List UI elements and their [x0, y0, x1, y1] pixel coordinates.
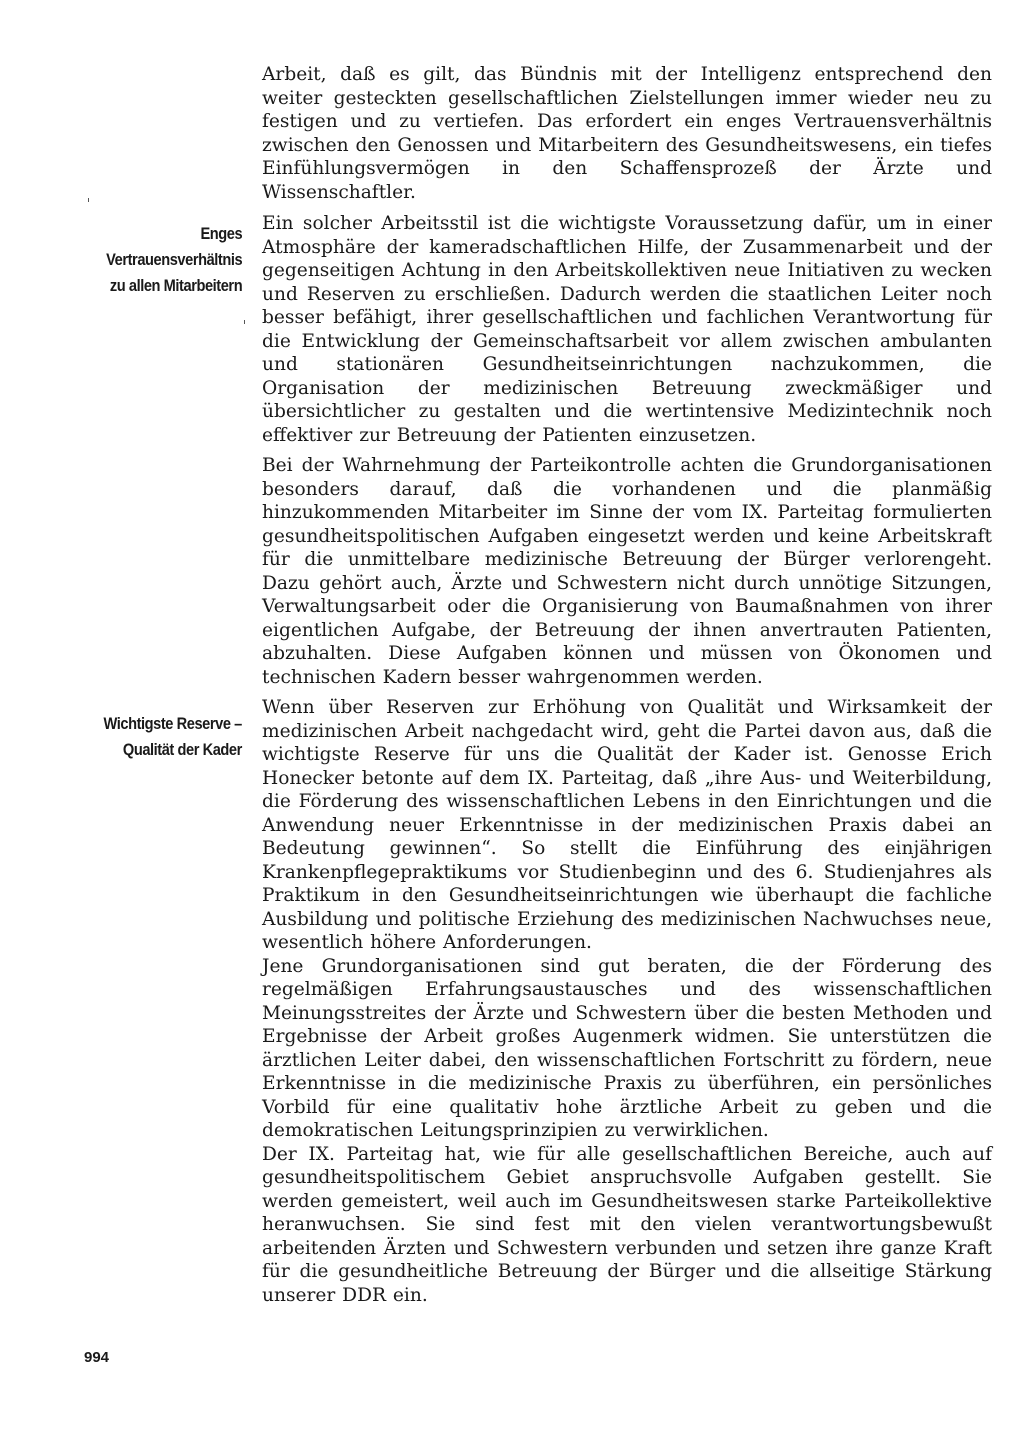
margin-mark	[88, 198, 89, 202]
paragraph: Bei der Wahrnehmung der Parteikontrolle achten die Grundorganisationen besonders darauf, daß die vorhandenen und die planmäßig hinzukommenden Mitarbeiter im Sinne der vom IX. Parteitag formulierten gesundheitspolitischen Aufgaben eingesetzt werden und keine Arbeitskraft für die unmittelbare medizinische Betreuung der Bürger verlorengeht. Dazu gehört auch, Ärzte und Schwestern nicht durch unnötige Sitzungen, Verwaltungsarbeit oder die Organisierung von Baumaßnahmen von ihrer eigentlichen Aufgabe, der Betreuung der ihnen anvertrauten Patienten, abzuhalten. Diese Aufgaben können und müssen von Ökonomen und technischen Kadern besser wahrgenommen werden.	[262, 455, 992, 688]
paragraph: Jene Grundorganisationen sind gut beraten, die der Förderung des regelmäßigen Erfahrungsaustausches und des wissenschaftlichen Meinungsstreites der Ärzte und Schwestern über die besten Methoden und Ergebnisse der Arbeit großes Augenmerk widmen. Sie unterstützen die ärztlichen Leiter dabei, den wissenschaftlichen Fortschritt zu fördern, neue Erkenntnisse in die medizinische Praxis zu überführen, ein persönliches Vorbild für eine qualitativ hohe ärztliche Arbeit zu geben und die demokratischen Leitungsprinzipien zu verwirklichen.	[262, 955, 992, 1141]
margin-note-line: Wichtigste Reserve –	[103, 714, 242, 733]
body-text	[262, 63, 992, 1307]
margin-note-line: Qualität der Kader	[122, 740, 242, 759]
margin-note-reserve	[104, 711, 242, 763]
margin-note-trust	[106, 221, 242, 299]
margin-note-line: Enges	[200, 224, 242, 243]
paragraph: Wenn über Reserven zur Erhöhung von Qualität und Wirksamkeit der medizinischen Arbeit nachgedacht wird, geht die Partei davon aus, daß die wichtigste Reserve für uns die Qualität der Kader ist. Genosse Erich Honecker betonte auf dem IX. Parteitag, daß „ihre Aus- und Weiterbildung, die Förderung des wissenschaftlichen Lebens in den Einrichtungen und die Anwendung neuer Erkenntnisse in der medizinischen Praxis dabei an Bedeutung gewinnen“. So stellt die Einführung des einjährigen Krankenpflegepraktikums vor Studienbeginn und des 6. Studienjahres als Praktikum in den Gesundheitseinrichtungen wie überhaupt die fachliche Ausbildung und politische Erziehung des medizinischen Nachwuchses neue, wesentlich höhere Anforderungen.	[262, 697, 992, 953]
paragraph: Arbeit, daß es gilt, das Bündnis mit der Intelligenz entsprechend den weiter gesteckten gesellschaftlichen Zielstellungen immer wieder neu zu festigen und zu vertiefen. Das erfordert ein enges Vertrauensverhältnis zwischen den Genossen und Mitarbeitern des Gesundheitswesens, ein tiefes Einfühlungsvermögen in den Schaffensprozeß der Ärzte und Wissenschaftler.	[262, 64, 992, 203]
margin-note-line: Vertrauensverhältnis	[105, 250, 242, 269]
page-number: 994	[84, 1349, 110, 1366]
margin-note-line: zu allen Mitarbeitern	[109, 276, 242, 295]
margin-mark	[244, 320, 245, 324]
paragraph: Der IX. Parteitag hat, wie für alle gesellschaftlichen Bereiche, auch auf gesundheitspolitischem Gebiet anspruchsvolle Aufgaben gestellt. Sie werden gemeistert, weil auch im Gesundheitswesen starke Parteikollektive heranwuchsen. Sie sind fest mit den vielen verantwortungsbewußt arbeitenden Ärzten und Schwestern verbunden und setzen ihre ganze Kraft für die gesundheitliche Betreuung der Bürger und die allseitige Stärkung unserer DDR ein.	[262, 1143, 992, 1306]
paragraph: Ein solcher Arbeitsstil ist die wichtigste Voraussetzung dafür, um in einer Atmosphäre der kameradschaftlichen Hilfe, der Zusammenarbeit und der gegenseitigen Achtung in den Arbeitskollektiven neue Initiativen zu wecken und Reserven zu erschließen. Dadurch werden die staatlichen Leiter noch besser befähigt, ihrer gesellschaftlichen und fachlichen Verantwortung für die Entwicklung der Gemeinschaftsarbeit vor allem zwischen ambulanten und stationären Gesundheitseinrichtungen nachzukommen, die Organisation der medizinischen Betreuung zweckmäßiger und übersichtlicher zu gestalten und die wertintensive Medizintechnik noch effektiver zur Betreuung der Patienten einzusetzen.	[262, 213, 992, 446]
